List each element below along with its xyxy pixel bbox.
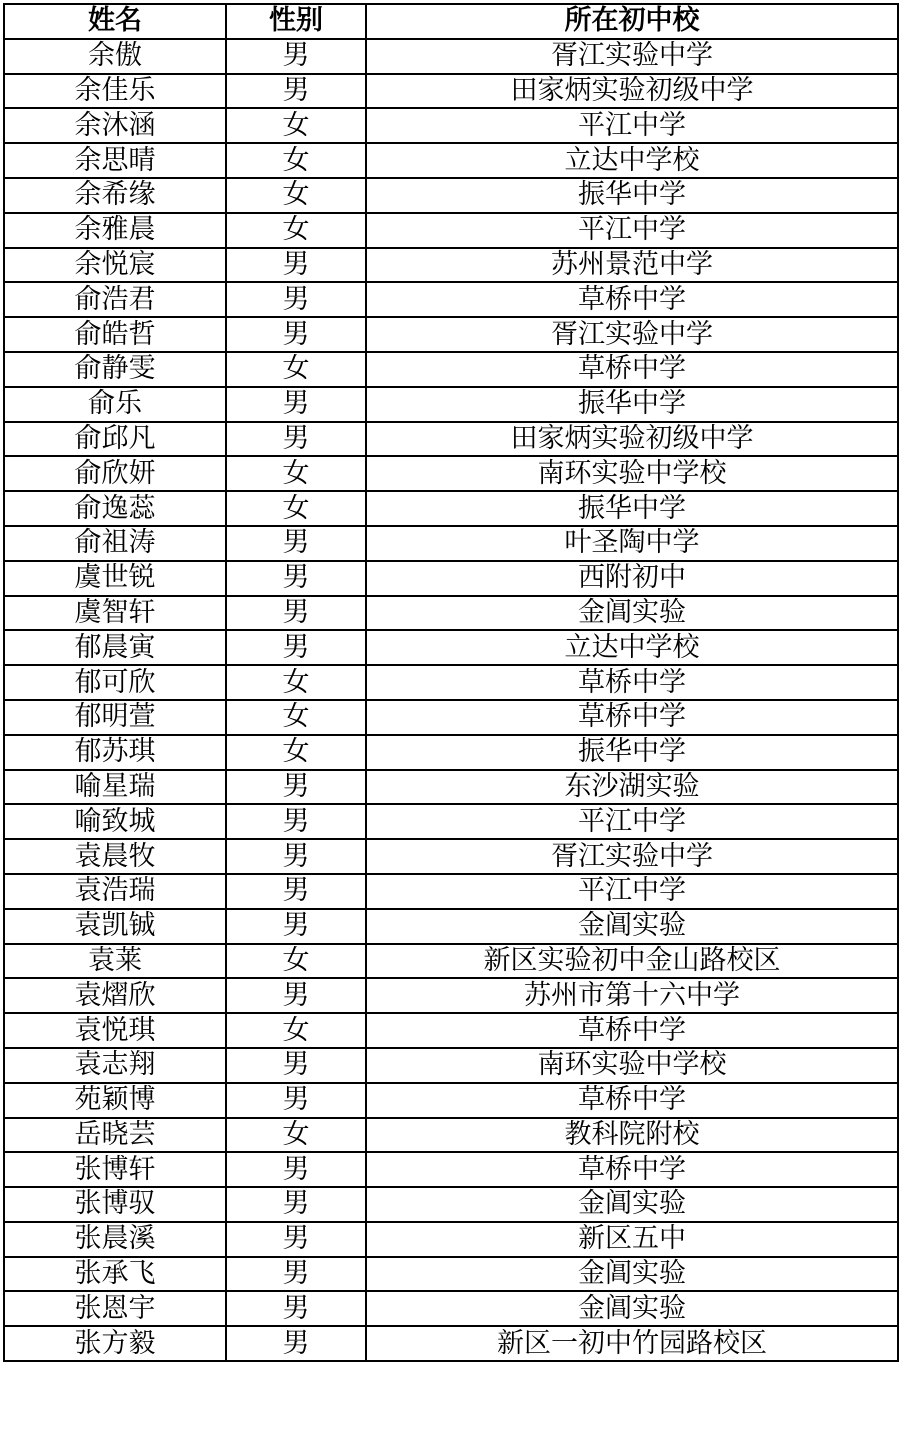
cell-gender: 男 — [226, 526, 366, 561]
cell-school: 金阊实验 — [366, 1291, 898, 1326]
table-row — [4, 352, 898, 387]
table-row — [4, 700, 898, 735]
cell-name: 岳晓芸 — [4, 1118, 226, 1153]
cell-name: 俞静雯 — [4, 352, 226, 387]
cell-gender: 男 — [226, 839, 366, 874]
cell-school: 草桥中学 — [366, 1152, 898, 1187]
cell-gender: 男 — [226, 630, 366, 665]
cell-name: 郁苏琪 — [4, 735, 226, 770]
cell-name: 袁熠欣 — [4, 978, 226, 1013]
cell-school: 胥江实验中学 — [366, 317, 898, 352]
cell-school: 苏州景范中学 — [366, 248, 898, 283]
cell-school: 平江中学 — [366, 874, 898, 909]
table-row — [4, 804, 898, 839]
cell-name: 俞逸蕊 — [4, 491, 226, 526]
cell-gender: 男 — [226, 1222, 366, 1257]
cell-gender: 男 — [226, 978, 366, 1013]
table-body — [4, 39, 898, 1361]
cell-gender: 女 — [226, 700, 366, 735]
table-row — [4, 1326, 898, 1361]
cell-school: 金阊实验 — [366, 1257, 898, 1292]
cell-school: 振华中学 — [366, 491, 898, 526]
cell-gender: 男 — [226, 804, 366, 839]
table-row — [4, 143, 898, 178]
cell-gender: 男 — [226, 874, 366, 909]
cell-name: 余沐涵 — [4, 108, 226, 143]
table-row — [4, 1048, 898, 1083]
cell-school: 新区实验初中金山路校区 — [366, 944, 898, 979]
cell-school: 南环实验中学校 — [366, 1048, 898, 1083]
table-row — [4, 978, 898, 1013]
cell-name: 郁晨寅 — [4, 630, 226, 665]
cell-gender: 男 — [226, 1187, 366, 1222]
table-row — [4, 596, 898, 631]
cell-school: 金阊实验 — [366, 596, 898, 631]
column-header-gender: 性别 — [226, 4, 366, 39]
table-row — [4, 1118, 898, 1153]
cell-name: 苑颖博 — [4, 1083, 226, 1118]
cell-school: 教科院附校 — [366, 1118, 898, 1153]
table-row — [4, 1013, 898, 1048]
cell-school: 草桥中学 — [366, 1013, 898, 1048]
cell-gender: 女 — [226, 1013, 366, 1048]
cell-name: 俞皓哲 — [4, 317, 226, 352]
cell-name: 张承飞 — [4, 1257, 226, 1292]
cell-name: 喻致城 — [4, 804, 226, 839]
cell-name: 余佳乐 — [4, 74, 226, 109]
cell-gender: 女 — [226, 1118, 366, 1153]
cell-school: 新区五中 — [366, 1222, 898, 1257]
cell-school: 新区一初中竹园路校区 — [366, 1326, 898, 1361]
cell-school: 胥江实验中学 — [366, 839, 898, 874]
cell-name: 喻星瑞 — [4, 770, 226, 805]
cell-school: 振华中学 — [366, 387, 898, 422]
cell-school: 平江中学 — [366, 804, 898, 839]
cell-gender: 女 — [226, 108, 366, 143]
column-header-name: 姓名 — [4, 4, 226, 39]
cell-name: 余思晴 — [4, 143, 226, 178]
cell-name: 袁晨牧 — [4, 839, 226, 874]
table-row — [4, 1257, 898, 1292]
cell-gender: 女 — [226, 491, 366, 526]
table-row — [4, 561, 898, 596]
table-row — [4, 39, 898, 74]
cell-gender: 男 — [226, 1257, 366, 1292]
cell-gender: 男 — [226, 248, 366, 283]
cell-name: 袁志翔 — [4, 1048, 226, 1083]
cell-school: 草桥中学 — [366, 1083, 898, 1118]
cell-school: 西附初中 — [366, 561, 898, 596]
cell-gender: 男 — [226, 1152, 366, 1187]
cell-name: 袁浩瑞 — [4, 874, 226, 909]
cell-gender: 女 — [226, 352, 366, 387]
cell-school: 平江中学 — [366, 213, 898, 248]
cell-gender: 女 — [226, 944, 366, 979]
cell-gender: 男 — [226, 422, 366, 457]
cell-school: 平江中学 — [366, 108, 898, 143]
cell-gender: 女 — [226, 178, 366, 213]
table-row — [4, 108, 898, 143]
cell-name: 余傲 — [4, 39, 226, 74]
cell-name: 俞邱凡 — [4, 422, 226, 457]
table-row — [4, 456, 898, 491]
table-row — [4, 422, 898, 457]
cell-gender: 女 — [226, 735, 366, 770]
cell-name: 郁明萱 — [4, 700, 226, 735]
cell-name: 余悦宸 — [4, 248, 226, 283]
cell-gender: 男 — [226, 39, 366, 74]
cell-gender: 男 — [226, 1048, 366, 1083]
table-row — [4, 248, 898, 283]
table-row — [4, 526, 898, 561]
table-row — [4, 909, 898, 944]
table-row — [4, 213, 898, 248]
cell-gender: 男 — [226, 561, 366, 596]
cell-school: 胥江实验中学 — [366, 39, 898, 74]
table-row — [4, 839, 898, 874]
student-roster-table — [3, 3, 899, 1362]
table-row — [4, 770, 898, 805]
table-row — [4, 491, 898, 526]
cell-gender: 男 — [226, 1083, 366, 1118]
cell-school: 草桥中学 — [366, 282, 898, 317]
table-row — [4, 1152, 898, 1187]
table-row — [4, 1291, 898, 1326]
cell-name: 张博驭 — [4, 1187, 226, 1222]
cell-name: 虞世锐 — [4, 561, 226, 596]
cell-name: 余希缘 — [4, 178, 226, 213]
cell-school: 立达中学校 — [366, 630, 898, 665]
cell-school: 立达中学校 — [366, 143, 898, 178]
cell-gender: 男 — [226, 596, 366, 631]
cell-school: 苏州市第十六中学 — [366, 978, 898, 1013]
cell-school: 叶圣陶中学 — [366, 526, 898, 561]
cell-name: 袁悦琪 — [4, 1013, 226, 1048]
cell-gender: 男 — [226, 1326, 366, 1361]
cell-school: 田家炳实验初级中学 — [366, 422, 898, 457]
cell-school: 草桥中学 — [366, 700, 898, 735]
cell-school: 东沙湖实验 — [366, 770, 898, 805]
cell-school: 草桥中学 — [366, 665, 898, 700]
cell-name: 袁凯铖 — [4, 909, 226, 944]
cell-gender: 男 — [226, 317, 366, 352]
cell-name: 俞欣妍 — [4, 456, 226, 491]
table-row — [4, 735, 898, 770]
cell-name: 俞祖涛 — [4, 526, 226, 561]
cell-gender: 女 — [226, 213, 366, 248]
table-row — [4, 630, 898, 665]
table-row — [4, 944, 898, 979]
cell-name: 虞智轩 — [4, 596, 226, 631]
cell-school: 金阊实验 — [366, 909, 898, 944]
header-row — [4, 4, 898, 39]
cell-gender: 男 — [226, 74, 366, 109]
cell-gender: 女 — [226, 456, 366, 491]
cell-name: 张博轩 — [4, 1152, 226, 1187]
cell-gender: 女 — [226, 665, 366, 700]
table-row — [4, 178, 898, 213]
table-row — [4, 1083, 898, 1118]
table-row — [4, 1222, 898, 1257]
cell-name: 俞浩君 — [4, 282, 226, 317]
cell-name: 张方毅 — [4, 1326, 226, 1361]
cell-school: 草桥中学 — [366, 352, 898, 387]
table-row — [4, 317, 898, 352]
table-row — [4, 387, 898, 422]
cell-school: 南环实验中学校 — [366, 456, 898, 491]
table-row — [4, 874, 898, 909]
table-row — [4, 1187, 898, 1222]
cell-name: 俞乐 — [4, 387, 226, 422]
cell-name: 张晨溪 — [4, 1222, 226, 1257]
cell-gender: 男 — [226, 909, 366, 944]
cell-name: 郁可欣 — [4, 665, 226, 700]
cell-name: 张恩宇 — [4, 1291, 226, 1326]
cell-name: 余雅晨 — [4, 213, 226, 248]
table-row — [4, 282, 898, 317]
column-header-school: 所在初中校 — [366, 4, 898, 39]
cell-gender: 男 — [226, 1291, 366, 1326]
cell-gender: 男 — [226, 282, 366, 317]
cell-school: 金阊实验 — [366, 1187, 898, 1222]
table-row — [4, 74, 898, 109]
cell-school: 振华中学 — [366, 178, 898, 213]
cell-school: 田家炳实验初级中学 — [366, 74, 898, 109]
cell-school: 振华中学 — [366, 735, 898, 770]
table-row — [4, 665, 898, 700]
cell-name: 袁莱 — [4, 944, 226, 979]
cell-gender: 男 — [226, 387, 366, 422]
cell-gender: 男 — [226, 770, 366, 805]
cell-gender: 女 — [226, 143, 366, 178]
